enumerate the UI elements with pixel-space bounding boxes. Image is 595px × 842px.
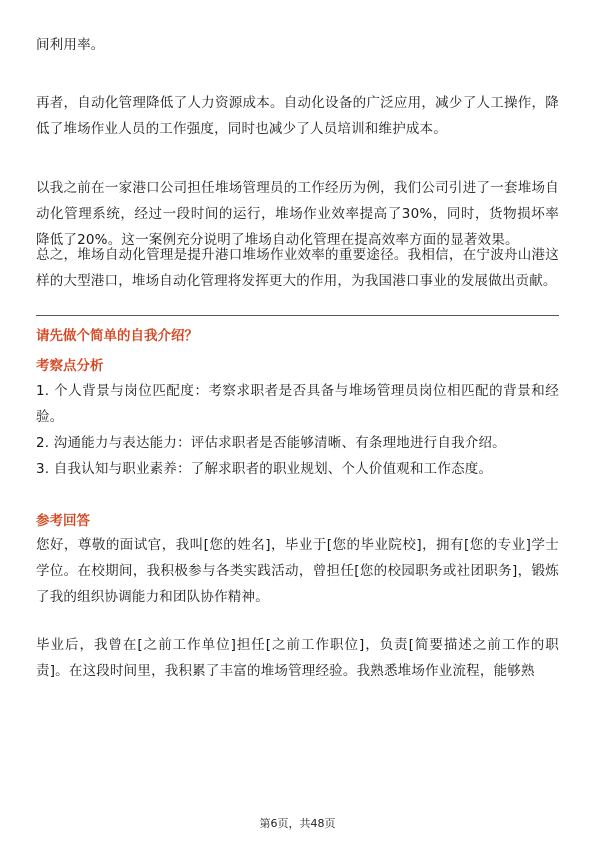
analysis-list — [36, 378, 559, 482]
analysis-item: 2. 沟通能力与表达能力：评估求职者是否能够清晰、有条理地进行自我介绍。 — [36, 435, 506, 451]
answer-heading: 参考回答 — [36, 513, 90, 529]
answer-paragraph-experience: 毕业后，我曾在[之前工作单位]担任[之前工作职位]，负责[简要描述之前工作的职责]。在这段时间里，我积累了丰富的堆场管理经验。我熟悉堆场作业流程，能够熟 — [36, 637, 559, 679]
analysis-item: 3. 自我认知与职业素养：了解求职者的职业规划、个人价值观和工作态度。 — [36, 461, 493, 477]
paragraph-intro-tail: 间利用率。 — [36, 37, 105, 53]
page-number: 第6页，共48页 — [259, 817, 336, 830]
answer-paragraph-education: 您好，尊敬的面试官，我叫[您的姓名]，毕业于[您的毕业院校]，拥有[您的专业]学士学位。在校期间，我积极参与各类实践活动，曾担任[您的校园职务或社团职务]，锻炼了我的组织协调能力和团队协作精神。 — [36, 537, 559, 605]
analysis-item: 1. 个人背景与岗位匹配度：考察求职者是否具备与堆场管理员岗位相匹配的背景和经验。 — [36, 383, 559, 425]
interview-question: 请先做个简单的自我介绍？ — [36, 328, 198, 344]
analysis-heading: 考察点分析 — [36, 358, 104, 374]
paragraph-conclusion: 总之，堆场自动化管理是提升港口堆场作业效率的重要途径。我相信，在宁波舟山港这样的大型港口，堆场自动化管理将发挥更大的作用，为我国港口事业的发展做出贡献。 — [36, 247, 559, 289]
paragraph-cost-reduction: 再者，自动化管理降低了人力资源成本。自动化设备的广泛应用，减少了人工操作，降低了堆场作业人员的工作强度，同时也减少了人员培训和维护成本。 — [36, 95, 559, 137]
section-divider — [36, 315, 559, 316]
paragraph-case-study: 以我之前在一家港口公司担任堆场管理员的工作经历为例，我们公司引进了一套堆场自动化管理系统，经过一段时间的运行，堆场作业效率提高了30%，同时，货物损坏率降低了20%。这一案例充分说明了堆场自动化管理在提高效率方面的显著效果。 — [36, 180, 559, 248]
